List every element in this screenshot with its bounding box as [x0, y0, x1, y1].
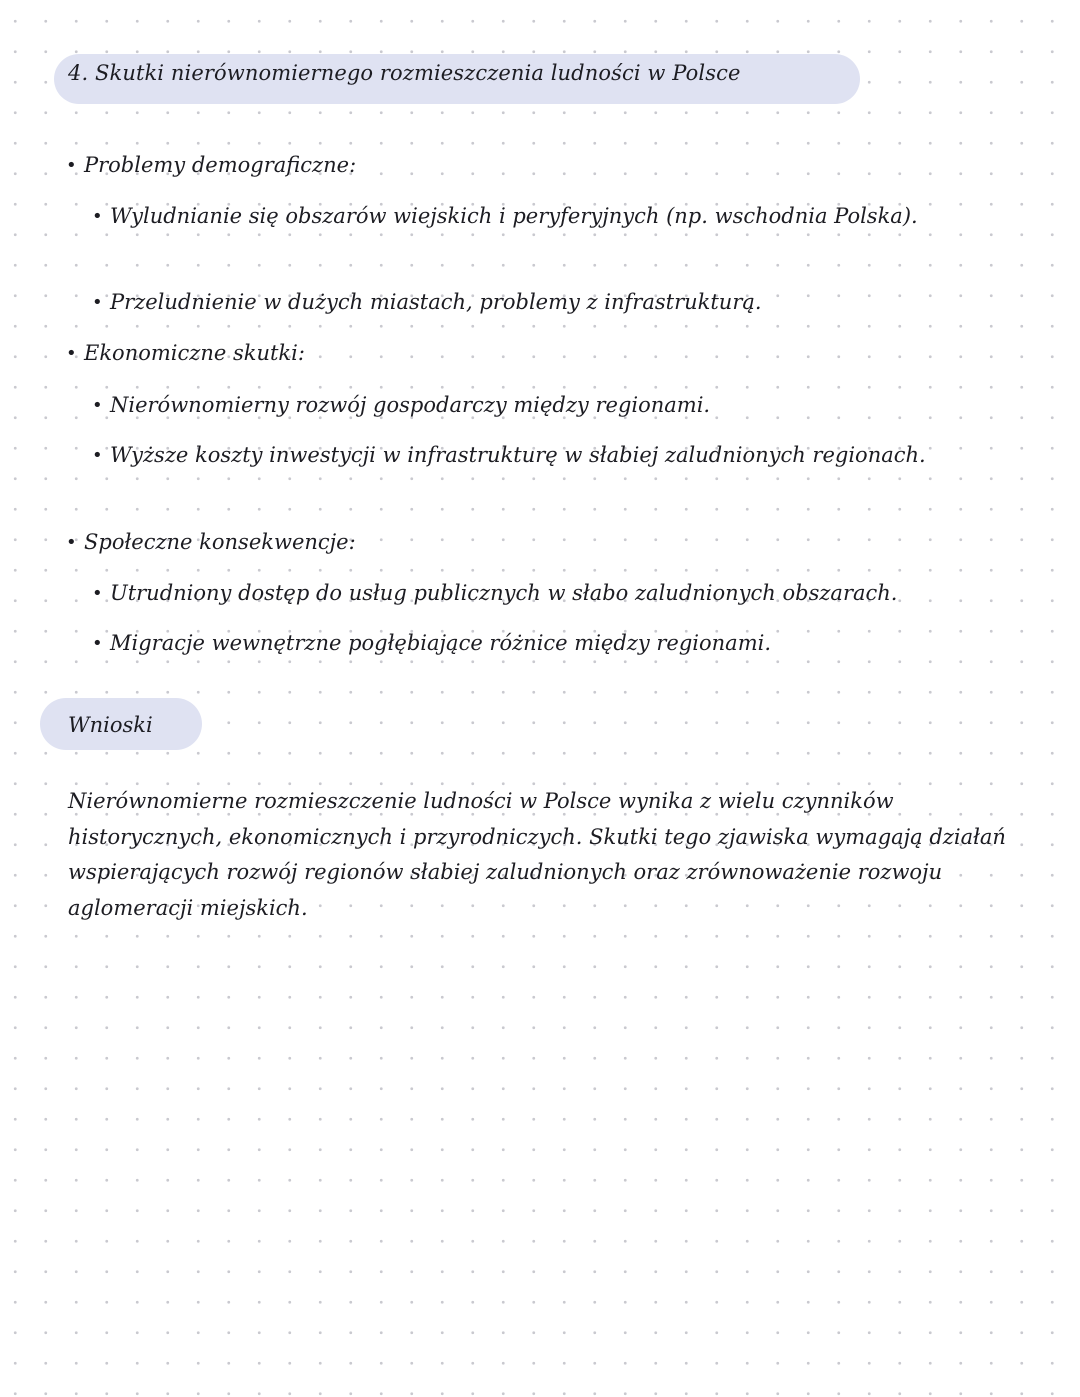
- bullet-text: Utrudniony dostęp do usług publicznych w słabo zaludnionych obszarach.: [110, 581, 898, 605]
- bullet-economic-effects: [66, 336, 984, 371]
- bullet-text: Wyższe koszty inwestycji w infrastrukturę w słabiej zaludnionych regionach.: [110, 443, 926, 467]
- bullet-dot: •: [66, 532, 77, 553]
- bullet-text: Migracje wewnętrzne pogłębiające różnice między regionami.: [110, 631, 772, 655]
- conclusions-paragraph: Nierównomierne rozmieszczenie ludności w Polsce wynika z wielu czynników historycznych, ekonomicznych i przyrodniczych. Skutki tego zjawiska wymagają działań wspierających rozwój regionów słabiej zaludnionych oraz zrównoważenie rozwoju aglomeracji miejskich.: [68, 789, 1006, 920]
- bullet-dot: •: [92, 395, 103, 416]
- section-title: 4. Skutki nierównomiernego rozmieszczenia ludności w Polsce: [68, 61, 741, 85]
- bullet-text: Przeludnienie w dużych miastach, problemy z infrastrukturą.: [110, 290, 762, 314]
- bullet-social-consequences: [66, 525, 984, 560]
- sub-bullet-internal-migration: [92, 626, 990, 661]
- bullet-text: Problemy demograficzne:: [84, 153, 357, 177]
- bullet-text: Społeczne konsekwencje:: [84, 530, 356, 554]
- bullet-dot: •: [66, 343, 77, 364]
- bullet-dot: •: [92, 445, 103, 466]
- bullet-text: Wyludnianie się obszarów wiejskich i peryferyjnych (np. wschodnia Polska).: [110, 204, 918, 228]
- sub-bullet-public-services: [92, 576, 1040, 611]
- bullet-dot: •: [92, 292, 103, 313]
- sub-bullet-overpopulation: [92, 285, 990, 320]
- sub-bullet-uneven-development: [92, 388, 990, 423]
- bullet-text: Nierównomierny rozwój gospodarczy między regionami.: [110, 393, 711, 417]
- bullet-dot: •: [66, 155, 77, 176]
- conclusions-heading: Wnioski: [68, 713, 153, 737]
- bullet-dot: •: [92, 206, 103, 227]
- bullet-dot: •: [92, 633, 103, 654]
- sub-bullet-depopulation: [92, 199, 940, 234]
- sub-bullet-investment-costs: [92, 438, 940, 473]
- bullet-dot: •: [92, 583, 103, 604]
- bullet-text: Ekonomiczne skutki:: [84, 341, 305, 365]
- bullet-demographic-problems: [66, 148, 984, 183]
